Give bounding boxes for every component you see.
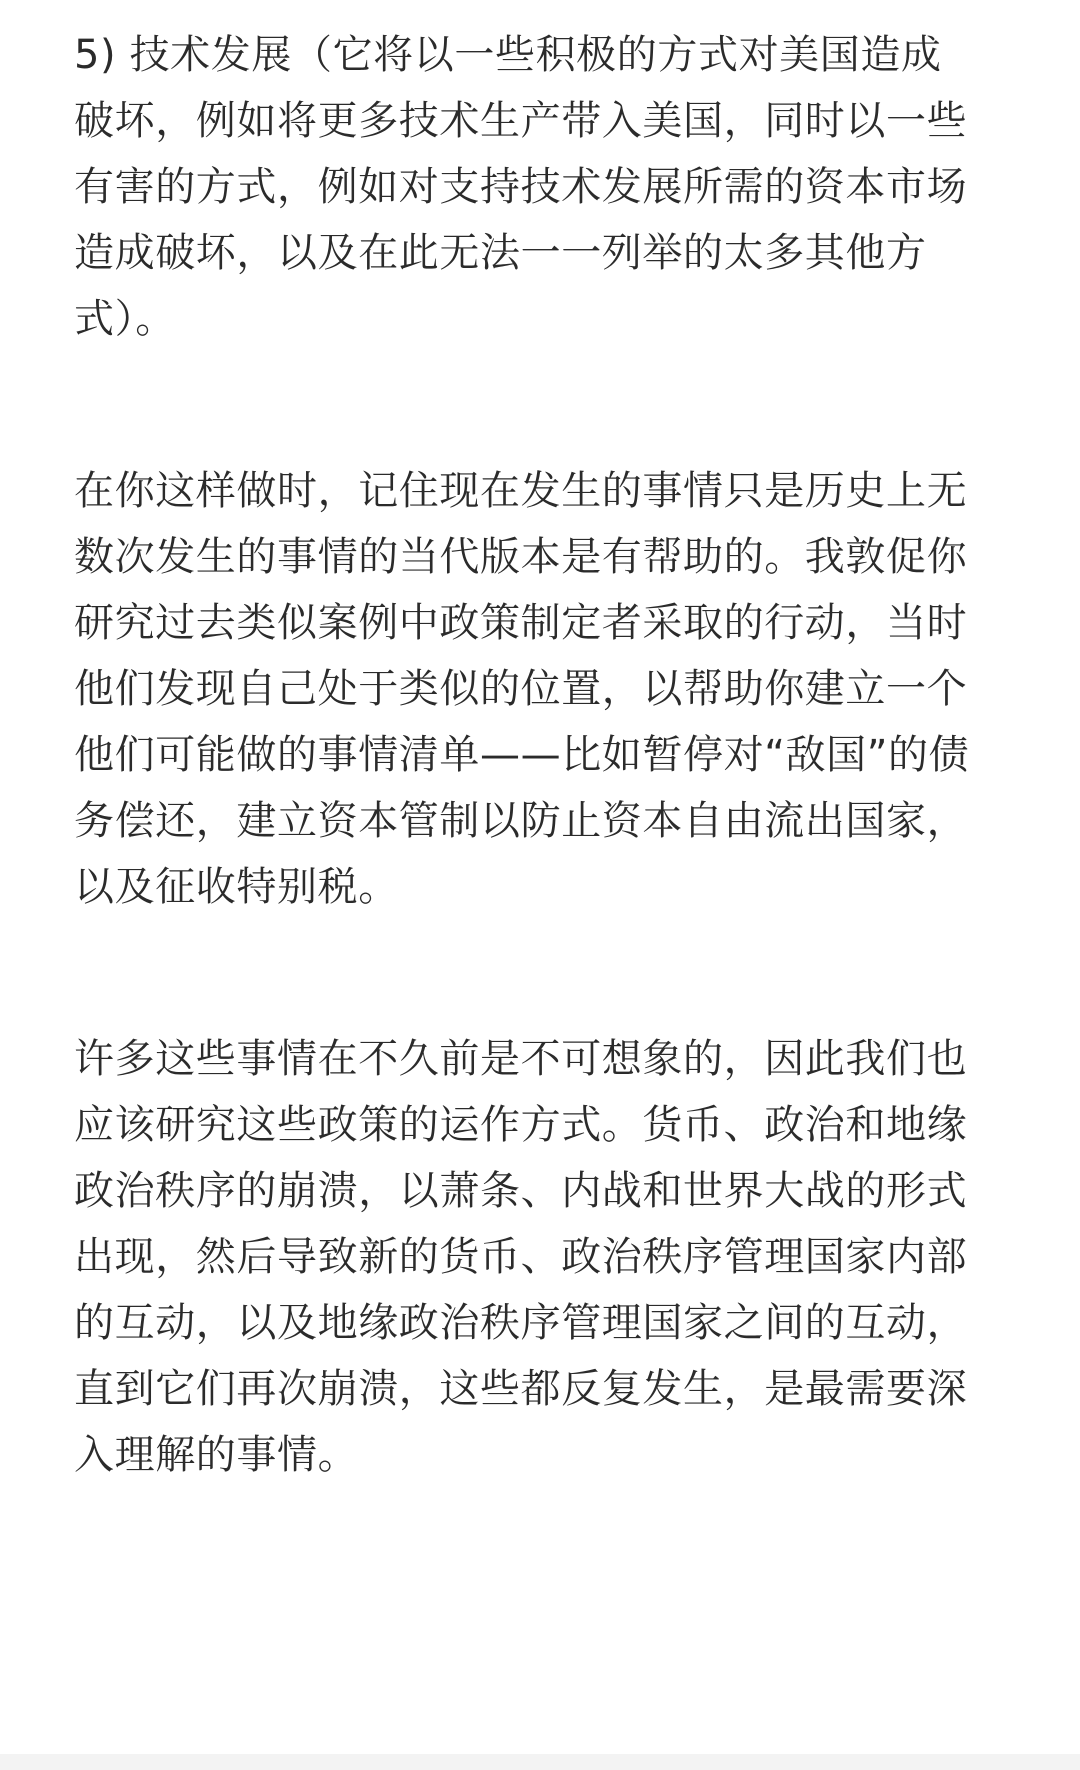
text-line: 许多这些事情在不久前是不可想象的，因此我们也 bbox=[74, 1036, 968, 1082]
bottom-divider bbox=[0, 1754, 1080, 1770]
text-line: 应该研究这些政策的运作方式。货币、政治和地缘 bbox=[74, 1102, 968, 1148]
text-line: 5) 技术发展（它将以一些积极的方式对美国造成 bbox=[74, 32, 942, 78]
text-line: 式）。 bbox=[74, 296, 176, 342]
paragraph-order-collapse bbox=[74, 1026, 1014, 1488]
paragraph-historical-precedents bbox=[74, 458, 1014, 920]
text-line: 的互动，以及地缘政治秩序管理国家之间的互动， bbox=[74, 1300, 968, 1346]
text-line: 有害的方式，例如对支持技术发展所需的资本市场 bbox=[74, 164, 968, 210]
text-line: 出现，然后导致新的货币、政治秩序管理国家内部 bbox=[74, 1234, 968, 1280]
article-body bbox=[74, 22, 1014, 1488]
text-line: 政治秩序的崩溃，以萧条、内战和世界大战的形式 bbox=[74, 1168, 968, 1214]
text-line: 他们发现自己处于类似的位置，以帮助你建立一个 bbox=[74, 666, 968, 712]
text-line: 直到它们再次崩溃，这些都反复发生，是最需要深 bbox=[74, 1366, 968, 1412]
text-line: 入理解的事情。 bbox=[74, 1432, 359, 1478]
text-line: 在你这样做时，记住现在发生的事情只是历史上无 bbox=[74, 468, 968, 514]
text-line: 造成破坏，以及在此无法一一列举的太多其他方 bbox=[74, 230, 927, 276]
text-line: 务偿还，建立资本管制以防止资本自由流出国家， bbox=[74, 798, 968, 844]
text-line: 数次发生的事情的当代版本是有帮助的。我敦促你 bbox=[74, 534, 968, 580]
text-line: 破坏，例如将更多技术生产带入美国，同时以一些 bbox=[74, 98, 968, 144]
text-line: 研究过去类似案例中政策制定者采取的行动，当时 bbox=[74, 600, 968, 646]
text-line: 他们可能做的事情清单——比如暂停对“敌国”的债 bbox=[74, 732, 970, 778]
text-line: 以及征收特别税。 bbox=[74, 864, 399, 910]
paragraph-technology-development bbox=[74, 22, 1014, 352]
